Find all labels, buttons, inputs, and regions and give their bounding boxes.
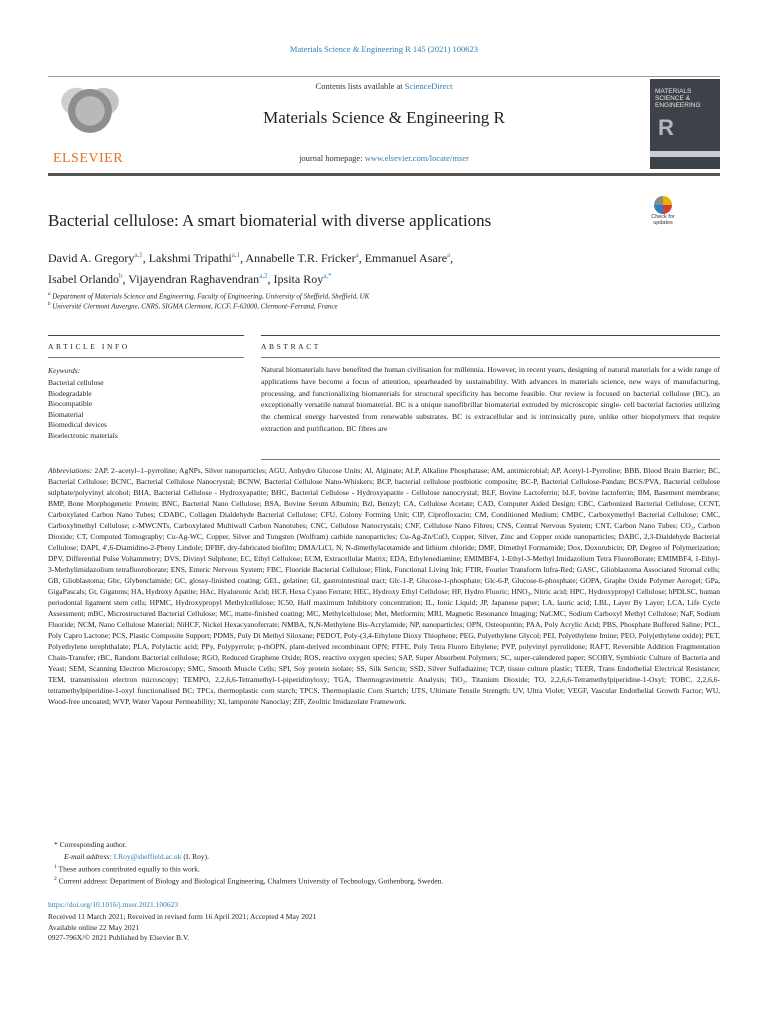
author-affiliation-mark[interactable]: a [447,251,451,259]
journal-reference-link[interactable]: Materials Science & Engineering R 145 (2021) 100623 [289,44,479,54]
author-name[interactable]: Vijayendran Raghavendran [128,272,260,286]
keywords-list [48,378,118,441]
abbreviations-text: 2AP, 2–acetyl–1–pyrroline; AgNPs, Silver nanoparticles; AGU, Anhydro Glucose Units; Al, Alginate; ALP, Alkaline Phosphatase; AM, antimicrobial; AP, Acetyl-1-Pyrroline; BBB, Blood Brain Barrier; BC, Bacterial Cellulose; BCNC, Bacterial Cellulose Nanocrystal; BCNW, Bacterial Cellulose Nano-Whiskers; BCP, bacterial cellulose postbiotic composite; BC-P, Bacterial Cellulose-Pandan; BCS/PVA, Bacterial cellulose sulphate/polyvinyl alcohol; BHA, Bacterial Cellulose - Hydroxyapatite; BHC, Bacterial Cellulose - Hydroxyapatite - Cellulose nanocrystal; BLF, Bovine Lactoferrin; bLF, bovine lactoferrin; BM, Basement membrane; BMP, Bone Morphogenetic Protein; BNC, Bacterial Nano Cellulose; BSA, Bovine Serum Albumin; Bzl, Benzyl; CA, Cellulose Acetate; CAD, Computer Aided Design; CBC, Carbonized Bacterial Cellulose; CCNT, Carboxylated Carbon Nano Tubes; CDABC, Collagen Dialdehyde Bacterial Cellulose; CFU, Colony Forming Unit; CIP, Ciprofloxacin; CM, Conditioned Medium; CMBC, Carboxymethyl Bacterial Cellulose; CMC, Carboxylmethyl Cellulose; c-MWCNTs, Carboxylated Multiwall Carbon Nanotubes; CNC, Cellulose Nanocrystals; CNF, Cellulose Nano Fibres; CNS, Central Nervous System; CNT, Carbon Nano Tubes; CO₂, Carbon Dioxide; CT, Computed Tomography; Cu-Ag-WC, Copper, Silver and Tungsten (Wolfram) carbide nanoparticles; Cu-Ag-Zn/CuO, Copper, Silver, Zinc and Copper oxide nanoparticles; DABC, 2,3-Dialdehyde Bacterial Cellulose; DAPI, 4′,6-Diamidino-2-Pheny Lindole; DFBF, dry-fabricated biofilm; DMA/LiCl, N, N-dimethylacetamide and lithium chloride; DMF, Dimethyl Formamide; Dox, Doxorubicin; DP, Degree of Polymerization; DPV, Differential Pulse Voltammetry; DVS, Divinyl Sulphone; EC, Ethyl Cellulose; ECM, Extracellular Matrix; EDA, Ethylenediamine; EMIMBF4, 1-Ethyl-3-Methyl Imidazolium Tetra FluoroBorate; EMIMBF4, 1-Ethyl-3-Methylimidazolium tetrafluoroborate; ENS, Enteric Nervous System; FBC, Fluoride Bacterial Cellulose; Flink, Functional Living Ink; FTIR, Fourier Transform Infra-Red; GASC, Glioblastoma Associated Stromal cells; GB, Glioblastoma; Gbc, Glybenclamide; GC, glossy-finished coating; GEL, gelatine; GI, gastrointestinal tract; Glc-1-P, Glucose-1-phosphate; Glc-6-P, Glucose-6-phosphate; GOPA, Graphe Oxide Polymer Aerogel; GPa, GigaPascals; Gt, Gigatons; HA, Hydroxy Apatite; HAc, Hyaluronic Acid; HCF, Hexa Cyano Ferrate; HEC, Hydroxy Ethyl Cellulose; HF, Hydro Fluoric; HNO₃, Nitric acid; HPC, Hydroxypropyl Cellulose; hPDLSC, human periodontal ligament stem cells; HPMC, Hydroxypropyl Methylcellulose; IC50, Half maximum Inhibitory concentration; IL, Ionic Liquid; JP, Japanese paper; LA, lauric acid; LBL, Layer By Layer; LCA, Life Cycle Assessment; mBC, Microstructured Bacterial Cellulose; MC, matte-finished coating; MC, Methylcellulose; Met, Metformin; MRI, Magnetic Resonance Imaging; NaCMC, Sodium Carboxyl Methyl Cellulose; NaF, Sodium Fluoride; NCM, Nano Cellulose Material; NiHCF, Nickel Hexacyanoferrate; NMBA, N,N-Methylene Bis-Acrylamide; NP, nanoparticles; OPN, Osteopontin; PAA, Poly Acrylic Acid; PBS, Phosphate Buffered Saline; PCL, Poly Capro Lactone; PCS, Plastic Composite Support; PDMS, Poly Di Methyl Siloxane; PEDOT, Poly-(3,4-Ethylene Dioxy Thiophene; PEG, Polyethylene Glycol; PEI, Polyethylene Imine; PEO, Poly(ethylene oxide); PET, Polyethylene terephthalate; PLA, Polylactic acid; PPy, Polypyrrole; p-rhOPN, plant-derived recombinant OPN; PTFE, Poly Tetra Fluoro Ethylene; PVP, polyvinyl pyrrolidone; RAFT, Reversible Addition Fragmentation Chain-Transfer; rBC, Random Bacterial cellulose; RGO, Reduced Graphene Oxide; ROS, reactive oxygen species; SAP, Super Absorbent Polymers; SC, super-calendered paper; SCOBY, Symbiotic Culture of Bacteria and Yeast; SEM, Scanning Electron Microscopy; SMC, Smooth Muscle Cells; SPI, Soy protein isolate; SS, Silk Sericin; SSD, Silver Sulfadiazine; TCP, tissue culture plastic; TEER, Trans Endothelial Electrical Resistance; TEM, transmission electron microscopy; TEMPO, 2,2,6,6-Tetramethyl-1-piperidinyloxy; TGA, Thermogravimetric Analysis; TiO₂, Titanium Dioxide; TO, 2,2,6,6-Tetramethylpiperidine-1-Oxyl; TOBC, 2,2,6,6-tetramethylpiperidine-1-oxyl functionalised BC; TPCs, thermoplastic corn starch; TPCS, Thermoplastic Corn Startch; UTS, Ultimate Tensile Strength; UV, Ultra Violet; VEGF, Vascular Endothelial Growth Factor; WU, Wood-free uncoated; WVP, Water Vapour Permeability; Xl, lamponite Nanoclay; ZIF, Zeolitic Imidazolate Framework. [48,466,721,706]
abstract-top-rule [261,335,720,336]
journal-cover-thumbnail[interactable] [650,79,720,169]
doi-link[interactable]: https://doi.org/10.1016/j.mser.2021.100623 [48,900,179,909]
contents-prefix: Contents lists available at [315,81,405,91]
keyword-item: Biomaterial [48,409,84,419]
email-footnote [64,852,209,861]
author-affiliation-mark[interactable]: a [355,251,359,259]
sciencedirect-link[interactable]: ScienceDirect [404,81,453,91]
affiliation-text: Université Clermont Auvergne, CNRS, SIGMA Clermont, ICCF, F-63000, Clermont–Ferrand, France [52,302,338,311]
abstract-heading: ABSTRACT [261,342,321,351]
online-date: Available online 22 May 2021 [48,922,140,932]
keyword-item: Bacterial cellulose [48,378,104,387]
journal-homepage-line [48,153,720,163]
footnote-mark: 2 [54,876,57,882]
keyword-item: Biocompatible [48,399,93,408]
author-name[interactable]: Isabel Orlando [48,272,119,286]
keyword-item: Biomedical devices [48,420,107,429]
author-affiliation-mark[interactable]: a,* [323,272,332,280]
footnote-2 [54,876,443,886]
footnote-mark: * [54,840,58,849]
journal-title: Materials Science & Engineering R [263,108,505,127]
journal-header [48,76,720,176]
author-affiliation-mark[interactable]: a,1 [231,251,241,259]
author-name[interactable]: Ipsita Roy [273,272,324,286]
author-affiliation-mark[interactable]: a,2 [259,272,268,280]
abbreviations-paragraph [48,465,720,707]
affiliation-a [48,292,369,300]
copyright-line: 0927-796X/© 2021 Published by Elsevier B.V. [48,933,190,942]
keyword-item: Bioelectronic materials [48,430,118,440]
footnote-2-text: Current address: Department of Biology and Biological Engineering, Chalmers University of Technology, Gothenburg, Sweden. [58,876,444,886]
email-label: E-mail address: [64,852,114,861]
check-for-updates-button[interactable] [645,196,681,232]
elsevier-wordmark: ELSEVIER [52,151,124,166]
abstract-text: Natural biomaterials have benefited the human civilisation for millennia. However, in recent years, designing of natural materials for a wide range of applications have become a focus of attention, spearheaded by sustainability. With advances in materials science, new ways of manufacturing, processing, and functionalizing biomaterials for structural specificity has become feasible. Our review is focused on bacterial cellulose (BC), an exceptionally versatile natural biomaterial. BC is a unique nanofibrillar biomaterial extruded by microscopic single- cell bacterial factories utilizing the chemical energy harvested from renewable substrates. BC is extracellular and is intrinsically pure, unlike other biopolymers that require extraction and purification. BC fibres are [261,365,720,433]
author-name[interactable]: David A. Gregory [48,251,135,265]
cover-letter: R [658,115,674,140]
keywords-label: Keywords: [48,366,81,375]
footnote-1-text: These authors contributed equally to this work. [58,864,200,874]
email-link[interactable]: I.Roy@sheffield.ac.uk [113,852,182,861]
contents-available-line [48,81,720,91]
author-list: David A. Gregory$^{a,1}$, Lakshmi Tripathi$^{a,1}$, Annabelle T.R. Fricker$^a$, Emmanuel Asare$^a$, Isabel Orlando$^b$, Vijayendran Raghavendran$^{a,2}$, Ipsita Roy$^{a,*}$ [48,251,454,286]
affiliation-b [48,302,338,310]
cover-band [650,151,720,157]
footnote-1 [54,864,200,874]
author-name[interactable]: Annabelle T.R. Fricker [245,251,356,265]
author-affiliation-mark[interactable]: b [118,272,123,280]
abstract-rule [261,357,720,358]
article-info-rule [48,357,244,358]
check-updates-label: Check for updates [651,214,675,226]
cover-title: MATERIALS SCIENCE & ENGINEERING [655,88,701,109]
affiliation-text: Department of Materials Science and Engineering, Faculty of Engineering, University of Sheffield, Sheffield, UK [52,292,370,301]
abstract-bottom-rule [261,459,720,460]
abbreviations-label: Abbreviations: [48,466,93,475]
author-name[interactable]: Emmanuel Asare [364,251,448,265]
affiliation-mark: a [48,292,51,297]
article-info-top-rule [48,335,244,336]
article-dates [48,912,316,944]
keyword-item: Biodegradable [48,388,92,398]
journal-homepage-link[interactable]: www.elsevier.com/locate/mser [364,153,469,163]
check-updates-icon [654,196,672,214]
article-info-heading: ARTICLE INFO [48,342,130,351]
affiliation-mark: b [48,302,51,307]
homepage-prefix: journal homepage: [299,153,365,163]
corresponding-footnote [54,840,127,849]
received-dates: Received 11 March 2021; Received in revised form 16 April 2021; Accepted 4 May 2021 [48,912,317,921]
article-title: Bacterial cellulose: A smart biomaterial with diverse applications [48,211,492,230]
footnote-mark: 1 [54,864,57,870]
email-suffix: (I. Roy). [181,852,210,861]
author-name[interactable]: Lakshmi Tripathi [148,251,232,265]
author-affiliation-mark[interactable]: a,1 [134,251,143,259]
corresponding-text: Corresponding author. [59,840,127,849]
